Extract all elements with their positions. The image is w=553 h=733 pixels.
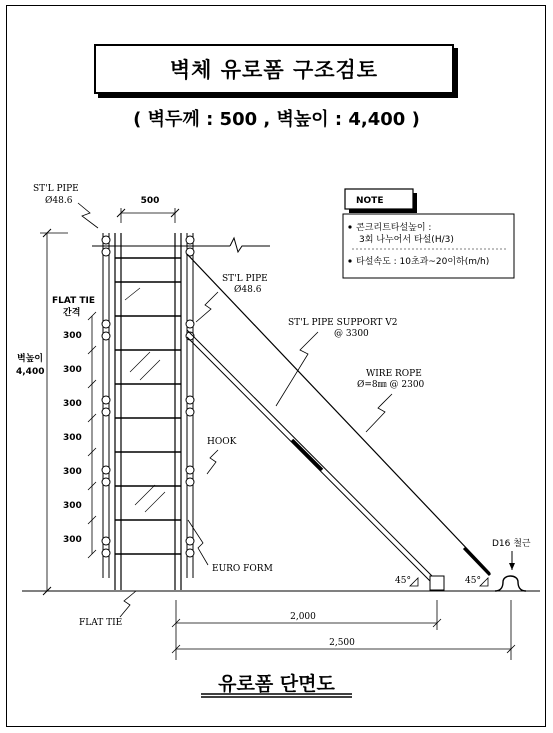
flat-tie-spacing-label-2: 간격 bbox=[63, 308, 81, 318]
spacing-label: 300 bbox=[63, 501, 82, 511]
spacing-label: 300 bbox=[63, 399, 82, 409]
stl-pipe-top-label: ST'L PIPE bbox=[33, 184, 79, 194]
angle-right-label: 45° bbox=[465, 576, 481, 586]
euro-form-label: EURO FORM bbox=[212, 564, 273, 574]
wire-rope-spec: Ø=8㎜ @ 2300 bbox=[357, 380, 425, 390]
flat-tie-spacing-label: FLAT TIE bbox=[52, 296, 96, 306]
wall-height-label: 벽높이 bbox=[17, 354, 44, 364]
note-item-1: 콘크리트타설높이 : bbox=[356, 223, 432, 233]
wire-rope-label: WIRE ROPE bbox=[366, 369, 422, 379]
spacing-label: 300 bbox=[63, 331, 82, 341]
wall-height-value: 4,400 bbox=[16, 367, 45, 377]
bottom-dimensions bbox=[172, 600, 515, 660]
width-dimension bbox=[117, 208, 179, 223]
hook-label: HOOK bbox=[207, 437, 237, 447]
spacing-dimension bbox=[88, 312, 96, 558]
drawing-title: 벽체 유로폼 구조검토 bbox=[94, 44, 454, 94]
spacing-label: 300 bbox=[63, 365, 82, 375]
stl-pipe-top-dia: Ø48.6 bbox=[45, 196, 73, 206]
section-title-text: 유로폼 단면도 bbox=[218, 673, 335, 695]
drawing-subtitle: ( 벽두께 : 500 , 벽높이 : 4,400 ) bbox=[133, 109, 420, 130]
hatch-marks bbox=[125, 288, 165, 512]
spacing-label: 300 bbox=[63, 535, 82, 545]
width-500-label: 500 bbox=[140, 196, 160, 206]
dim-2500-label: 2,500 bbox=[329, 638, 355, 648]
note-item-2: 타설속도 : 10초과~20이하(m/h) bbox=[356, 257, 490, 267]
support-spacing: @ 3300 bbox=[334, 329, 369, 339]
wire-rope bbox=[187, 254, 490, 575]
section-title bbox=[0, 669, 553, 696]
d16-anchor bbox=[495, 576, 526, 591]
stl-pipe-mid-label: ST'L PIPE bbox=[222, 274, 268, 284]
euro-form-right bbox=[175, 233, 181, 590]
angle-left-label: 45° bbox=[395, 576, 411, 586]
support-label: ST'L PIPE SUPPORT V2 bbox=[288, 318, 398, 328]
flat-tie-label: FLAT TIE bbox=[79, 618, 123, 628]
flat-tie-rungs bbox=[115, 258, 181, 554]
note-item-1-line2: 3회 나누어서 타설(H/3) bbox=[359, 235, 454, 245]
spacing-label: 300 bbox=[63, 433, 82, 443]
dim-2000-label: 2,000 bbox=[290, 612, 316, 622]
stl-pipe-mid-dia: Ø48.6 bbox=[234, 285, 262, 295]
euro-form-left bbox=[115, 233, 121, 590]
d16-label: D16 철근 bbox=[492, 539, 531, 549]
note-header: NOTE bbox=[356, 196, 384, 206]
spacing-label: 300 bbox=[63, 467, 82, 477]
